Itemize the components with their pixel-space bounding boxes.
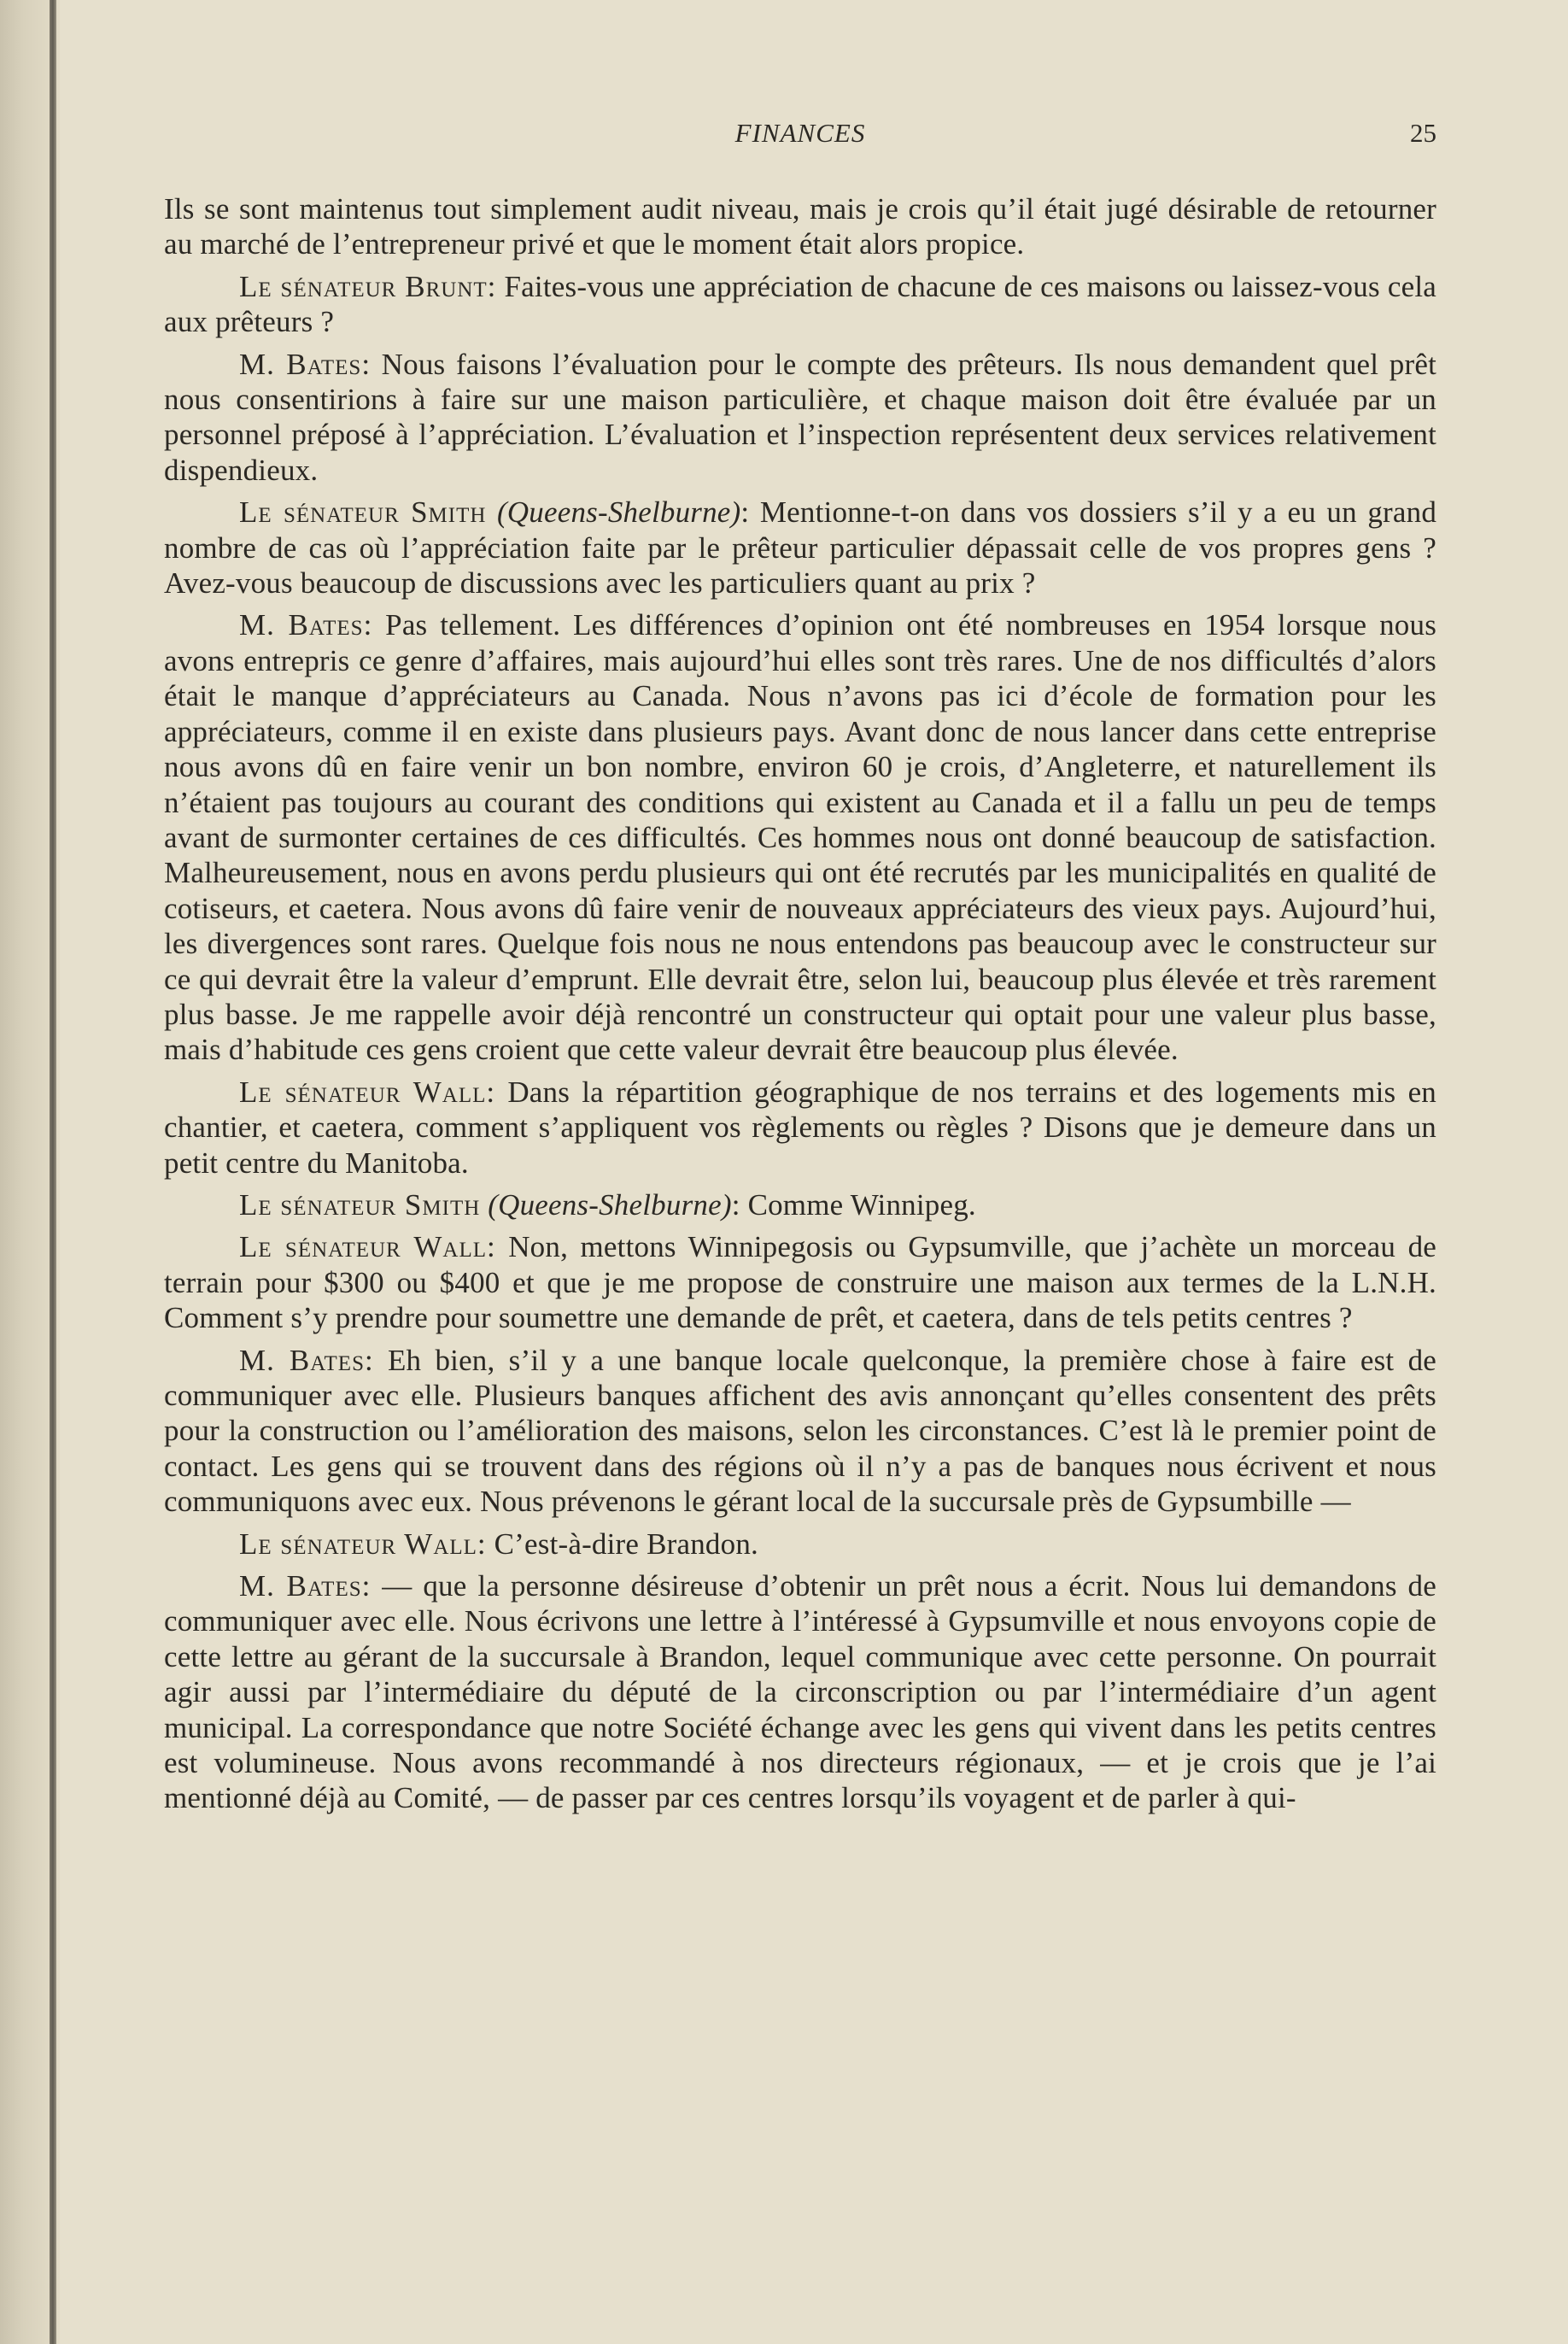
paragraph bbox=[164, 1343, 1436, 1520]
paragraph-text: — que la personne désireuse d’obtenir un prêt nous a écrit. Nous lui demandons de communiquer avec elle. Nous écrivons une lettre à l’intéressé à Gypsumville et nous envoyons copie de cette lettre au gérant de la succursale à Brandon, lequel communique avec cette personne. On pourrait agir aussi par l’intermédiaire du député de la circonscription ou par l’intermédiaire d’un agent municipal. La correspondance que notre Société échange avec les gens qui vivent dans les petits centres est volumineuse. Nous avons recommandé à nos directeurs régionaux, — et je crois que je l’ai mentionné déjà au Comité, — de passer par ces centres lorsqu’ils voyagent et de parler à qui- bbox=[164, 1569, 1436, 1815]
paragraph bbox=[164, 191, 1436, 262]
page-header bbox=[164, 118, 1436, 169]
speaker-name: Le sénateur Smith bbox=[239, 495, 487, 530]
paragraph-text: Pas tellement. Les différences d’opinion ont été nombreuses en 1954 lorsque nous avons entrepris ce genre d’affaires, mais aujourd’hui elles sont très rares. Une de nos difficultés d’alors était le manque d’appréciateurs au Canada. Nous n’avons pas ici d’école de formation pour les appréciateurs, comme il en existe dans plusieurs pays. Avant donc de nous lancer dans cette entreprise nous avons dû en faire venir un bon nombre, environ 60 je crois, d’Angleterre, et naturellement ils n’étaient pas toujours au courant des conditions qui existent au Canada et il a fallu un peu de temps avant de surmonter certaines de ces difficultés. Ces hommes nous ont donné beaucoup de satisfaction. Malheureusement, nous en avons perdu plusieurs qui ont été recrutés par les municipalités en qualité de cotiseurs, et caetera. Nous avons dû faire venir de nouveaux appréciateurs des vieux pays. Aujourd’hui, les divergences sont rares. Quelque fois nous ne nous entendons pas beaucoup avec le constructeur sur ce qui devrait être la valeur d’emprunt. Elle devrait être, selon lui, beaucoup plus élevée et très rarement plus basse. Je me rappelle avoir déjà rencontré un constructeur qui optait pour une valeur plus basse, mais d’habitude ces gens croient que cette valeur devrait être beaucoup plus élevée. bbox=[164, 608, 1437, 1067]
paragraph-text: Non, mettons Winnipegosis ou Gypsumville, que j’achète un morceau de terrain pour $300 ou $400 et que je me propose de construire une maison aux termes de la L.N.H. Comment s’y prendre pour soumettre une demande de prêt, et caetera, dans de tels petits centres ? bbox=[164, 1230, 1436, 1335]
paragraph bbox=[164, 269, 1436, 340]
speaker-name: M. Bates: bbox=[239, 1343, 374, 1377]
body-text bbox=[164, 191, 1436, 1816]
speaker-name: M. Bates: bbox=[239, 1569, 372, 1603]
paragraph-text: Eh bien, s’il y a une banque locale quelconque, la première chose à faire est de communiquer avec elle. Plusieurs banques affichent des avis annonçant qu’elles consentent des prêts pour la construction ou l’amélioration des maisons, selon les circonstances. C’est là le premier point de contact. Les gens qui se trouvent dans des régions où il n’y a pas de banques nous écrivent et nous communiquons avec eux. Nous prévenons le gérant local de la succursale près de Gypsumbille — bbox=[164, 1343, 1437, 1519]
paragraph-text: Mentionne-t-on dans vos dossiers s’il y a eu un grand nombre de cas où l’appréciation faite par le prêteur particulier dépassait celle de vos propres gens ? Avez-vous beaucoup de discussions avec les particuliers quant au prix ? bbox=[164, 495, 1437, 601]
binding-edge bbox=[50, 0, 56, 2344]
paragraph bbox=[164, 1075, 1436, 1181]
speaker-name: Le sénateur Smith bbox=[239, 1187, 481, 1222]
speaker-name: Le sénateur Wall: bbox=[239, 1527, 487, 1561]
paragraph-text: C’est-à-dire Brandon. bbox=[494, 1527, 758, 1561]
paragraph-text: Ils se sont maintenus tout simplement audit niveau, mais je crois qu’il était jugé désirable de retourner au marché de l’entrepreneur privé et que le moment était alors propice. bbox=[164, 192, 1436, 261]
paragraph: Le sénateur Smith (Queens-Shelburne): Mentionne-t-on dans vos dossiers s’il y a eu un grand nombre de cas où l’appréciation faite par le prêteur particulier dépassait celle de vos propres gens ? Avez-vous beaucoup de discussions avec les particuliers quant au prix ? bbox=[164, 495, 1437, 601]
paragraph bbox=[164, 1527, 1436, 1562]
speaker-qualifier: (Queens-Shelburne) bbox=[496, 495, 741, 530]
paragraph-text: Dans la répartition géographique de nos terrains et des logements mis en chantier, et caetera, comment s’appliquent vos règlements ou règles ? Disons que je demeure dans un petit centre du Manitoba. bbox=[164, 1075, 1437, 1180]
speaker-qualifier: (Queens-Shelburne) bbox=[488, 1187, 732, 1222]
speaker-name: Le sénateur Wall: bbox=[239, 1230, 496, 1264]
running-head: FINANCES bbox=[734, 118, 866, 148]
paragraph-text: Comme Winnipeg. bbox=[747, 1187, 976, 1222]
speaker-name: Le sénateur Wall: bbox=[239, 1075, 496, 1109]
paragraph bbox=[164, 347, 1436, 489]
speaker-name: M. Bates: bbox=[239, 608, 373, 642]
paragraph-text: Faites-vous une appréciation de chacune de ces maisons ou laissez-vous cela aux prêteurs ? bbox=[164, 269, 1437, 339]
paragraph-text: Nous faisons l’évaluation pour le compte des prêteurs. Ils nous demandent quel prêt nous consentirions à faire sur une maison particulière, et chaque maison doit être évaluée par un personnel préposé à l’appréciation. L’évaluation et l’inspection représentent deux services relativement dispendieux. bbox=[164, 347, 1437, 487]
paragraph bbox=[164, 607, 1436, 1067]
speaker-name: M. Bates: bbox=[239, 347, 372, 381]
speaker-name: Le sénateur Brunt: bbox=[239, 269, 497, 303]
paragraph bbox=[164, 1568, 1436, 1816]
paragraph bbox=[164, 1229, 1436, 1335]
page-number: 25 bbox=[1410, 118, 1436, 148]
paragraph: Le sénateur Smith (Queens-Shelburne): Comme Winnipeg. bbox=[239, 1187, 976, 1222]
